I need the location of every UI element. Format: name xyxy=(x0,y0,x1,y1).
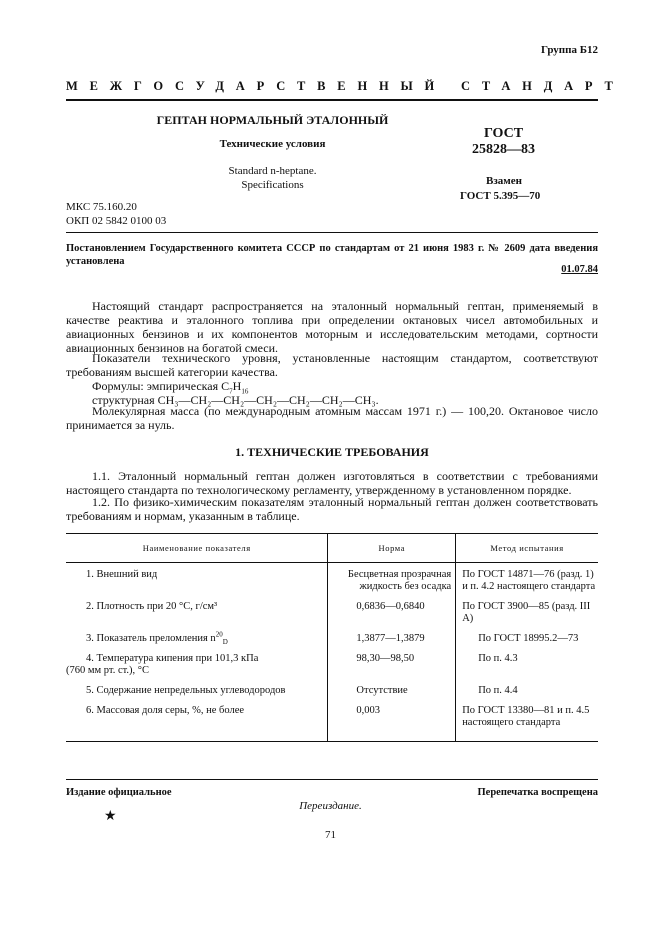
decree-text: Постановлением Государственного комитета СССР по стандартам от 21 июня 1983 г. № 2609 дата введения установлена xyxy=(66,243,598,267)
intro-paragraph-quality: Показатели технического уровня, установленные настоящим стандартом, соответствуют требованиям высшей категории качества. xyxy=(66,351,598,379)
document-title: ГЕПТАН НОРМАЛЬНЫЙ ЭТАЛОННЫЙ xyxy=(156,113,389,127)
document-subtitle: Технические условия xyxy=(219,138,326,150)
row-name: 2. Плотность при 20 °С, г/см³ xyxy=(86,601,218,612)
reissue-note: Переиздание. xyxy=(299,800,362,812)
formula-structural-value: CH₃—CH₂—CH₂—CH₂—CH₂—CH₂—CH₃. xyxy=(157,393,379,407)
effective-date: 01.07.84 xyxy=(561,264,598,275)
table-row xyxy=(66,705,598,742)
col-header-name: Наименование показателя xyxy=(66,534,328,563)
formula-empirical xyxy=(92,379,249,396)
row-norm: 1,3877—1,3879 xyxy=(356,633,425,644)
table-row xyxy=(66,563,598,602)
row-name: 5. Содержание непредельных углеводородов xyxy=(86,685,286,696)
col-header-norm: Норма xyxy=(328,534,456,563)
row-norm: Бесцветная прозрачная жидкость без осадка xyxy=(347,569,452,592)
replaces-standard: ГОСТ 5.395—70 xyxy=(460,190,541,202)
row-norm: 98,30—98,50 xyxy=(356,653,415,664)
row-method: По ГОСТ 14871—76 (разд. 1) и п. 4.2 настоящего стандарта xyxy=(462,569,596,592)
row-method: По ГОСТ 18995.2—73 xyxy=(478,633,579,644)
page-number: 71 xyxy=(325,829,336,841)
banner-rule xyxy=(66,99,598,101)
row-name-sub: D xyxy=(222,638,228,647)
clause-1-2: 1.2. По физико-химическим показателям эталонный нормальный гептан должен соответствовать требованиям и нормам, указанным в таблице. xyxy=(66,495,598,523)
row-method: По ГОСТ 13380—81 и п. 4.5 настоящего стандарта xyxy=(462,705,590,728)
requirements-table xyxy=(66,533,598,742)
section-heading: 1. ТЕХНИЧЕСКИЕ ТРЕБОВАНИЯ xyxy=(235,445,429,459)
english-title-line1: Standard n-heptane. xyxy=(228,165,317,177)
row-name: 1. Внешний вид xyxy=(86,569,158,580)
mks-code: МКС 75.160.20 xyxy=(66,201,137,213)
formula-h: H xyxy=(232,379,242,393)
gost-number: 25828—83 xyxy=(472,142,535,157)
row-norm: Отсутствие xyxy=(356,685,408,696)
row-method: По ГОСТ 3900—85 (разд. III А) xyxy=(462,601,591,624)
english-title-line2: Specifications xyxy=(241,179,304,191)
banner-title: МЕЖГОСУДАРСТВЕННЫЙ СТАНДАРТ xyxy=(66,79,625,93)
header-rule xyxy=(66,232,598,233)
reprint-notice: Перепечатка воспрещена xyxy=(477,787,598,798)
table-row xyxy=(66,601,598,633)
row-norm: 0,6836—0,6840 xyxy=(356,601,425,612)
replaces-label: Взамен xyxy=(486,175,522,187)
formula-empirical-label: Формулы: эмпирическая C xyxy=(92,379,230,393)
row-name-line2: (760 мм рт. ст.), °С xyxy=(66,665,149,676)
col-header-method: Метод испытания xyxy=(456,534,598,563)
table-header-row xyxy=(66,534,598,563)
row-name: 4. Температура кипения при 101,3 кПа xyxy=(86,653,259,664)
group-label: Группа Б12 xyxy=(541,44,598,56)
gost-label: ГОСТ xyxy=(484,126,524,141)
row-name xyxy=(66,630,327,647)
table-row xyxy=(66,685,598,705)
clause-1-1: 1.1. Эталонный нормальный гептан должен изготовляться в соответствии с требованиями настоящего стандарта по технологическому регламенту, утвержденному в установленном порядке. xyxy=(66,469,598,497)
formula-sub-hydrogen: 16 xyxy=(241,387,249,396)
row-method: По п. 4.3 xyxy=(478,653,518,664)
star-icon: ★ xyxy=(104,809,117,824)
intro-paragraph-mass: Молекулярная масса (по международным атомным массам 1971 г.) — 100,20. Октановое число принимается за нуль. xyxy=(66,404,598,432)
row-name-sup: 20 xyxy=(215,630,223,639)
table-row xyxy=(66,633,598,653)
formula-structural-label: структурная xyxy=(92,393,155,407)
row-norm: 0,003 xyxy=(356,705,381,716)
row-method: По п. 4.4 xyxy=(478,685,518,696)
intro-paragraph-scope: Настоящий стандарт распространяется на эталонный нормальный гептан, применяемый в качестве реактива и эталонного топлива при определении октановых чисел автомобильных и авиационных бензинов и их компонентов моторным и исследовательским методами, сортности авиационных бензинов на богатой смеси. xyxy=(66,299,598,355)
table-row xyxy=(66,653,598,685)
footer-rule xyxy=(66,779,598,780)
official-edition: Издание официальное xyxy=(66,787,172,798)
row-name-text: 3. Показатель преломления n xyxy=(86,633,216,644)
row-name: 6. Массовая доля серы, %, не более xyxy=(86,705,245,716)
formula-sub-carbon: 7 xyxy=(229,387,233,396)
okp-code: ОКП 02 5842 0100 03 xyxy=(66,215,167,227)
